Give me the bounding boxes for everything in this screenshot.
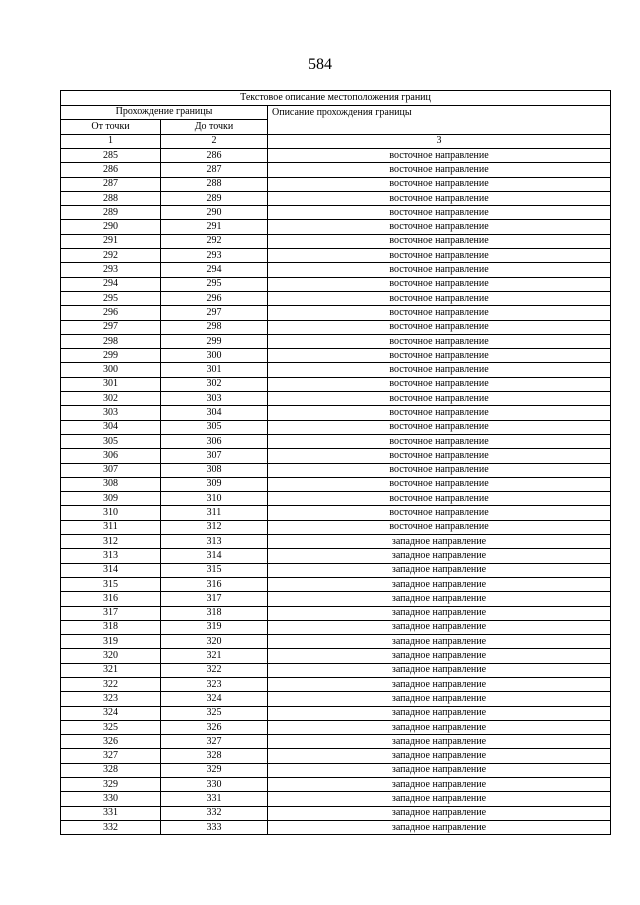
description-cell: восточное направление xyxy=(268,392,611,406)
table-title-row xyxy=(61,91,611,106)
table-row xyxy=(61,749,611,763)
table-row xyxy=(61,234,611,248)
table-row xyxy=(61,763,611,777)
description-cell: западное направление xyxy=(268,535,611,549)
from-point-cell: 321 xyxy=(61,663,161,677)
description-cell: восточное направление xyxy=(268,320,611,334)
table-row xyxy=(61,477,611,491)
to-point-cell: 321 xyxy=(161,649,268,663)
table-row xyxy=(61,434,611,448)
from-point-cell: 318 xyxy=(61,620,161,634)
from-point-cell: 330 xyxy=(61,792,161,806)
from-point-cell: 314 xyxy=(61,563,161,577)
to-point-cell: 305 xyxy=(161,420,268,434)
to-point-cell: 328 xyxy=(161,749,268,763)
table-index-row xyxy=(61,134,611,149)
table-title: Текстовое описание местоположения границ xyxy=(61,91,611,106)
table-row xyxy=(61,349,611,363)
description-cell: восточное направление xyxy=(268,191,611,205)
description-cell: западное направление xyxy=(268,792,611,806)
from-point-cell: 292 xyxy=(61,249,161,263)
description-cell: восточное направление xyxy=(268,263,611,277)
to-point-cell: 300 xyxy=(161,349,268,363)
to-point-cell: 294 xyxy=(161,263,268,277)
to-point-cell: 322 xyxy=(161,663,268,677)
table-row xyxy=(61,635,611,649)
from-point-cell: 332 xyxy=(61,820,161,834)
table-row xyxy=(61,820,611,834)
to-point-cell: 307 xyxy=(161,449,268,463)
table-row xyxy=(61,263,611,277)
page-number: 584 xyxy=(308,56,332,73)
to-point-cell: 312 xyxy=(161,520,268,534)
table-row xyxy=(61,692,611,706)
to-point-cell: 316 xyxy=(161,577,268,591)
to-point-cell: 329 xyxy=(161,763,268,777)
description-cell: западное направление xyxy=(268,592,611,606)
description-cell: западное направление xyxy=(268,677,611,691)
col-from-header: От точки xyxy=(61,120,161,135)
from-point-cell: 287 xyxy=(61,177,161,191)
from-point-cell: 329 xyxy=(61,778,161,792)
description-cell: западное направление xyxy=(268,577,611,591)
from-point-cell: 316 xyxy=(61,592,161,606)
description-cell: западное направление xyxy=(268,606,611,620)
table-row xyxy=(61,549,611,563)
description-cell: восточное направление xyxy=(268,492,611,506)
from-point-cell: 289 xyxy=(61,206,161,220)
to-point-cell: 319 xyxy=(161,620,268,634)
from-point-cell: 296 xyxy=(61,306,161,320)
description-cell: восточное направление xyxy=(268,177,611,191)
description-cell: западное направление xyxy=(268,806,611,820)
from-point-cell: 306 xyxy=(61,449,161,463)
col-index-3: 3 xyxy=(268,134,611,149)
to-point-cell: 292 xyxy=(161,234,268,248)
to-point-cell: 291 xyxy=(161,220,268,234)
col-index-2: 2 xyxy=(161,134,268,149)
table-row xyxy=(61,806,611,820)
table-row xyxy=(61,277,611,291)
description-cell: восточное направление xyxy=(268,463,611,477)
table-row xyxy=(61,377,611,391)
description-cell: западное направление xyxy=(268,820,611,834)
description-cell: восточное направление xyxy=(268,334,611,348)
from-point-cell: 291 xyxy=(61,234,161,248)
from-point-cell: 311 xyxy=(61,520,161,534)
table-row xyxy=(61,191,611,205)
from-point-cell: 299 xyxy=(61,349,161,363)
from-point-cell: 328 xyxy=(61,763,161,777)
table-row xyxy=(61,291,611,305)
from-point-cell: 307 xyxy=(61,463,161,477)
table-row xyxy=(61,463,611,477)
to-point-cell: 287 xyxy=(161,163,268,177)
from-point-cell: 326 xyxy=(61,735,161,749)
description-cell: западное направление xyxy=(268,692,611,706)
to-point-cell: 311 xyxy=(161,506,268,520)
to-point-cell: 330 xyxy=(161,778,268,792)
to-point-cell: 327 xyxy=(161,735,268,749)
description-cell: западное направление xyxy=(268,663,611,677)
table-row xyxy=(61,206,611,220)
description-cell: восточное направление xyxy=(268,349,611,363)
description-cell: западное направление xyxy=(268,563,611,577)
from-point-cell: 325 xyxy=(61,720,161,734)
to-point-cell: 298 xyxy=(161,320,268,334)
table-row xyxy=(61,792,611,806)
description-cell: восточное направление xyxy=(268,449,611,463)
description-cell: восточное направление xyxy=(268,163,611,177)
to-point-cell: 309 xyxy=(161,477,268,491)
from-point-cell: 317 xyxy=(61,606,161,620)
to-point-cell: 297 xyxy=(161,306,268,320)
table-row xyxy=(61,706,611,720)
from-point-cell: 301 xyxy=(61,377,161,391)
table-row xyxy=(61,535,611,549)
from-point-cell: 322 xyxy=(61,677,161,691)
description-cell: восточное направление xyxy=(268,377,611,391)
description-cell: западное направление xyxy=(268,649,611,663)
description-cell: восточное направление xyxy=(268,206,611,220)
table-row xyxy=(61,220,611,234)
from-point-cell: 286 xyxy=(61,163,161,177)
from-point-cell: 300 xyxy=(61,363,161,377)
from-point-cell: 290 xyxy=(61,220,161,234)
description-cell: восточное направление xyxy=(268,234,611,248)
description-cell: западное направление xyxy=(268,549,611,563)
description-cell: восточное направление xyxy=(268,406,611,420)
col-index-1: 1 xyxy=(61,134,161,149)
table-row xyxy=(61,563,611,577)
table-row xyxy=(61,249,611,263)
from-point-cell: 294 xyxy=(61,277,161,291)
to-point-cell: 326 xyxy=(161,720,268,734)
table-row xyxy=(61,492,611,506)
from-point-cell: 298 xyxy=(61,334,161,348)
from-point-cell: 309 xyxy=(61,492,161,506)
from-point-cell: 304 xyxy=(61,420,161,434)
description-header: Описание прохождения границы xyxy=(268,105,611,134)
description-cell: западное направление xyxy=(268,749,611,763)
table-row xyxy=(61,334,611,348)
from-point-cell: 285 xyxy=(61,149,161,163)
description-cell: восточное направление xyxy=(268,363,611,377)
from-point-cell: 327 xyxy=(61,749,161,763)
description-cell: западное направление xyxy=(268,720,611,734)
description-cell: восточное направление xyxy=(268,306,611,320)
from-point-cell: 297 xyxy=(61,320,161,334)
to-point-cell: 293 xyxy=(161,249,268,263)
from-point-cell: 323 xyxy=(61,692,161,706)
description-cell: западное направление xyxy=(268,763,611,777)
to-point-cell: 317 xyxy=(161,592,268,606)
to-point-cell: 302 xyxy=(161,377,268,391)
table-row xyxy=(61,320,611,334)
from-point-cell: 295 xyxy=(61,291,161,305)
to-point-cell: 296 xyxy=(161,291,268,305)
table-row xyxy=(61,149,611,163)
description-cell: западное направление xyxy=(268,620,611,634)
description-cell: восточное направление xyxy=(268,277,611,291)
description-cell: восточное направление xyxy=(268,291,611,305)
to-point-cell: 303 xyxy=(161,392,268,406)
boundary-table-body xyxy=(61,91,611,835)
to-point-cell: 331 xyxy=(161,792,268,806)
to-point-cell: 318 xyxy=(161,606,268,620)
description-cell: восточное направление xyxy=(268,220,611,234)
to-point-cell: 333 xyxy=(161,820,268,834)
to-point-cell: 320 xyxy=(161,635,268,649)
table-row xyxy=(61,663,611,677)
to-point-cell: 315 xyxy=(161,563,268,577)
to-point-cell: 289 xyxy=(161,191,268,205)
to-point-cell: 304 xyxy=(161,406,268,420)
description-cell: восточное направление xyxy=(268,506,611,520)
table-row xyxy=(61,520,611,534)
table-row xyxy=(61,363,611,377)
to-point-cell: 310 xyxy=(161,492,268,506)
description-cell: восточное направление xyxy=(268,420,611,434)
table-row xyxy=(61,420,611,434)
description-cell: западное направление xyxy=(268,735,611,749)
to-point-cell: 306 xyxy=(161,434,268,448)
table-row xyxy=(61,163,611,177)
from-point-cell: 312 xyxy=(61,535,161,549)
col-to-header: До точки xyxy=(161,120,268,135)
to-point-cell: 324 xyxy=(161,692,268,706)
table-row xyxy=(61,677,611,691)
to-point-cell: 288 xyxy=(161,177,268,191)
to-point-cell: 308 xyxy=(161,463,268,477)
to-point-cell: 313 xyxy=(161,535,268,549)
description-cell: восточное направление xyxy=(268,149,611,163)
to-point-cell: 299 xyxy=(161,334,268,348)
table-row xyxy=(61,177,611,191)
table-row xyxy=(61,449,611,463)
description-cell: западное направление xyxy=(268,778,611,792)
table-row xyxy=(61,649,611,663)
from-point-cell: 324 xyxy=(61,706,161,720)
from-point-cell: 305 xyxy=(61,434,161,448)
from-point-cell: 303 xyxy=(61,406,161,420)
description-cell: восточное направление xyxy=(268,249,611,263)
from-point-cell: 331 xyxy=(61,806,161,820)
to-point-cell: 314 xyxy=(161,549,268,563)
table-row xyxy=(61,720,611,734)
to-point-cell: 290 xyxy=(161,206,268,220)
table-row xyxy=(61,778,611,792)
to-point-cell: 295 xyxy=(161,277,268,291)
description-cell: восточное направление xyxy=(268,520,611,534)
from-point-cell: 319 xyxy=(61,635,161,649)
from-point-cell: 302 xyxy=(61,392,161,406)
table-row xyxy=(61,392,611,406)
table-row xyxy=(61,406,611,420)
from-point-cell: 320 xyxy=(61,649,161,663)
to-point-cell: 301 xyxy=(161,363,268,377)
description-cell: восточное направление xyxy=(268,477,611,491)
table-group-header-row xyxy=(61,105,611,120)
to-point-cell: 325 xyxy=(161,706,268,720)
to-point-cell: 332 xyxy=(161,806,268,820)
table-row xyxy=(61,577,611,591)
table-row xyxy=(61,606,611,620)
from-point-cell: 293 xyxy=(61,263,161,277)
table-row xyxy=(61,620,611,634)
boundary-table xyxy=(60,90,611,835)
group-header: Прохождение границы xyxy=(61,105,268,120)
description-cell: восточное направление xyxy=(268,434,611,448)
from-point-cell: 288 xyxy=(61,191,161,205)
from-point-cell: 315 xyxy=(61,577,161,591)
from-point-cell: 308 xyxy=(61,477,161,491)
table-row xyxy=(61,306,611,320)
to-point-cell: 286 xyxy=(161,149,268,163)
table-row xyxy=(61,592,611,606)
to-point-cell: 323 xyxy=(161,677,268,691)
from-point-cell: 313 xyxy=(61,549,161,563)
table-row xyxy=(61,735,611,749)
description-cell: западное направление xyxy=(268,706,611,720)
table-row xyxy=(61,506,611,520)
from-point-cell: 310 xyxy=(61,506,161,520)
description-cell: западное направление xyxy=(268,635,611,649)
